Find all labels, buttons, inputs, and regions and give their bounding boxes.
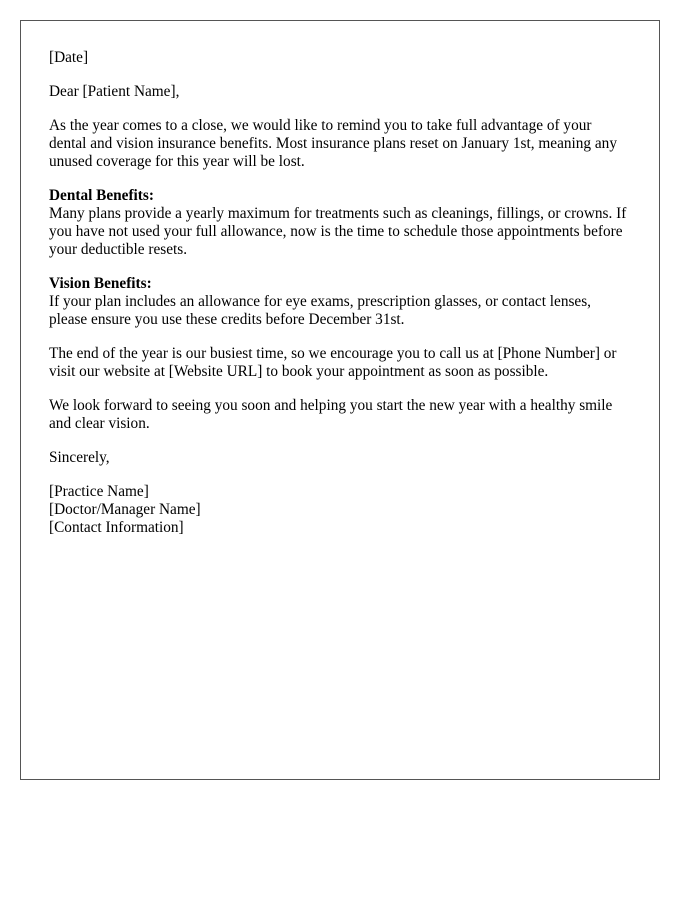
- closing-paragraph: We look forward to seeing you soon and helping you start the new year with a healthy smile and clear vision.: [49, 397, 613, 432]
- signature-contact-info: [Contact Information]: [49, 519, 184, 536]
- call-to-action-paragraph: The end of the year is our busiest time, so we encourage you to call us at [Phone Number] or visit our website at [Website URL] to book your appointment as soon as possible.: [49, 345, 617, 380]
- signature-doctor-name: [Doctor/Manager Name]: [49, 501, 201, 518]
- vision-benefits-section: [49, 275, 631, 329]
- vision-benefits-heading: Vision Benefits:: [49, 275, 152, 292]
- signature-practice-name: [Practice Name]: [49, 483, 149, 500]
- dental-benefits-section: [49, 187, 631, 259]
- vision-benefits-body: If your plan includes an allowance for eye exams, prescription glasses, or contact lenses, please ensure you use these credits before December 31st.: [49, 293, 592, 328]
- letter-salutation: Dear [Patient Name],: [49, 83, 180, 100]
- signature-block: [49, 483, 631, 537]
- letter-signoff: Sincerely,: [49, 449, 110, 466]
- letter-date: [Date]: [49, 49, 89, 66]
- letter-intro-paragraph: As the year comes to a close, we would like to remind you to take full advantage of your dental and vision insurance benefits. Most insurance plans reset on January 1st, meaning any unused coverage for this year will be lost.: [49, 117, 617, 170]
- dental-benefits-heading: Dental Benefits:: [49, 187, 154, 204]
- letter-page: [20, 20, 660, 780]
- dental-benefits-body: Many plans provide a yearly maximum for treatments such as cleanings, fillings, or crowns. If you have not used your full allowance, now is the time to schedule those appointments before your deductible resets.: [49, 205, 627, 258]
